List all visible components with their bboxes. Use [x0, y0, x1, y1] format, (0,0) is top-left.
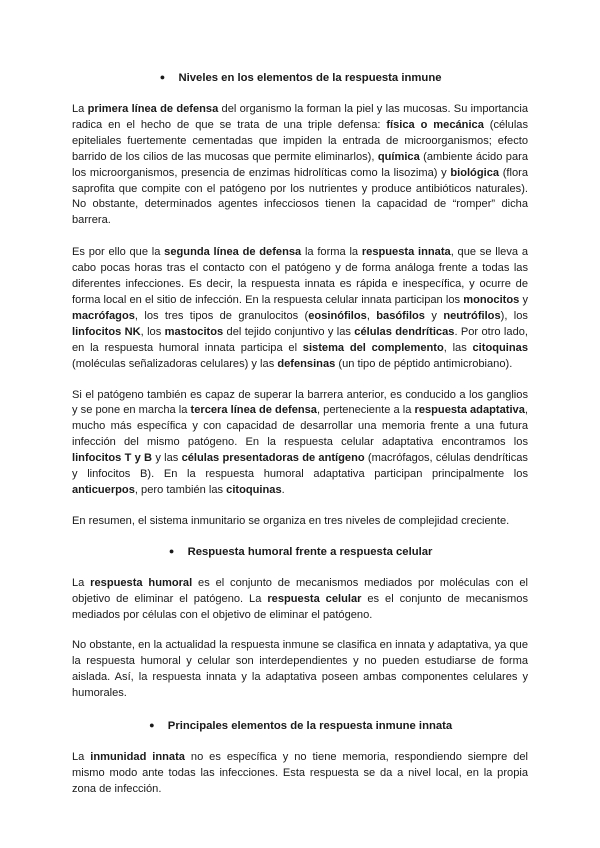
bold-term: citoquinas	[226, 483, 282, 496]
paragraph	[72, 102, 528, 229]
text-run: Es por ello que la	[72, 246, 165, 259]
text-run: es el conjunto de mecanismos mediados por células con el objetivo de eliminar el patógeno.	[72, 592, 529, 621]
bold-term: segunda línea de defensa	[164, 246, 302, 259]
paragraph	[72, 245, 528, 372]
section-heading	[72, 717, 528, 734]
bold-term: respuesta humoral	[90, 576, 193, 589]
paragraph	[72, 750, 528, 798]
text-run: (moléculas señalizadoras celulares) y las	[72, 357, 278, 370]
text-run: , los	[140, 325, 165, 338]
bold-term: respuesta adaptativa	[414, 404, 525, 417]
text-run: del organismo la forman la piel y las mucosas. Su importancia radica en el hecho de que se trata de una triple defensa:	[72, 103, 528, 131]
bold-term: citoquinas	[472, 341, 528, 354]
bullet-icon: ●	[159, 72, 166, 82]
bullet-icon: ●	[149, 720, 155, 731]
text-run: y las	[152, 452, 182, 465]
text-run: del tejido conjuntivo y las	[223, 325, 355, 338]
text-run: Si el patógeno también es capaz de superar la barrera anterior, es conducido a los ganglios y se pone en marcha la	[72, 388, 528, 417]
bold-term: primera línea de defensa	[87, 103, 219, 115]
text-run: y	[424, 309, 444, 322]
text-run: , perteneciente a la	[316, 404, 415, 417]
text-run: La	[72, 576, 91, 589]
paragraph	[72, 576, 528, 624]
text-run: (un tipo de péptido antimicrobiano).	[335, 357, 513, 370]
text-run: , mucho más específica y con capacidad de desarrollar una memoria frente a una futura infección del mismo patógeno. En la respuesta celular adaptativa encontramos los	[72, 404, 528, 449]
section-heading-text: Niveles en los elementos de la respuesta inmune	[178, 72, 442, 84]
bold-term: inmunidad innata	[90, 751, 185, 764]
section-heading-text: Principales elementos de la respuesta inmune innata	[167, 720, 453, 733]
bold-term: química	[377, 150, 420, 163]
bold-term: respuesta celular	[267, 592, 362, 605]
bold-term: defensinas	[277, 357, 336, 370]
bold-term: neutrófilos	[443, 309, 501, 322]
text-run: La	[72, 751, 91, 764]
text-run: (flora saprofita que compite con el patógeno por los nutrientes y produce antibióticos naturales). No obstante, determinados agentes infecciosos tienen la capacidad de “romper” dicha barrera.	[72, 166, 528, 227]
text-run: (células epiteliales fuertemente cementadas que impiden la entrada de microorganismos; efecto barrido de los cilios de las mucosas que permite eliminarlos),	[72, 118, 528, 163]
bold-term: tercera línea de defensa	[190, 404, 317, 417]
paragraph	[72, 388, 528, 499]
text-run: y	[519, 293, 528, 306]
bullet-icon: ●	[168, 545, 175, 556]
text-run: ), los	[500, 309, 528, 322]
text-run: (ambiente ácido para los microorganismos, presencia de enzimas hidrolíticas como la lisozima) y	[72, 150, 528, 179]
text-run: es el conjunto de mecanismos mediados por moléculas con el objetivo de eliminar el patógeno. La	[72, 576, 528, 605]
bold-term: basófilos	[376, 309, 425, 322]
bold-term: mastocitos	[164, 325, 224, 338]
text-run: ,	[366, 309, 377, 322]
text-run: , que se lleva a cabo pocas horas tras el contacto con el patógeno y de forma análoga frente a todas las diferentes infecciones. Es decir, la respuesta innata es rápida e inespecífica, y ocurre de forma local en el sitio de infección. En la respuesta celular innata participan los	[72, 246, 528, 306]
text-run: no es específica y no tiene memoria, respondiendo siempre del mismo modo ante todas las infecciones. Esta respuesta se da a nivel local, en la propia zona de infección.	[72, 751, 528, 795]
bold-term: células dendríticas	[354, 325, 455, 338]
bold-term: respuesta innata	[361, 246, 451, 259]
text-run: . Por otro lado, en la respuesta humoral innata participa el	[72, 325, 528, 354]
bold-term: linfocitos T y B	[72, 452, 153, 465]
text-run: En resumen, el sistema inmunitario se organiza en tres niveles de complejidad creciente.	[72, 514, 510, 527]
text-run: , las	[443, 341, 473, 354]
text-run: No obstante, en la actualidad la respuesta inmune se clasifica en innata y adaptativa, ya que la respuesta humoral y celular son interdependientes y no pueden estudiarse de forma aislada. Así, la respuesta innata y la adaptativa poseen ambas componentes celulares y humorales.	[72, 639, 528, 700]
text-run: , los tres tipos de granulocitos (	[134, 309, 309, 322]
text-run: La	[72, 103, 88, 115]
bold-term: biológica	[450, 166, 500, 179]
text-run: la forma la	[301, 246, 362, 259]
bold-term: anticuerpos	[72, 483, 135, 496]
paragraph	[72, 638, 528, 702]
section-heading	[72, 69, 528, 86]
section-heading	[72, 543, 528, 560]
bold-term: eosinófilos	[308, 309, 367, 322]
bold-term: células presentadoras de antígeno	[181, 452, 365, 465]
text-run: .	[281, 483, 285, 496]
bold-term: monocitos	[463, 293, 520, 306]
bold-term: macrófagos	[72, 309, 135, 322]
bold-term: física o mecánica	[386, 118, 484, 131]
paragraph	[72, 514, 528, 530]
text-run: (macrófagos, células dendríticas y linfocitos B). En la respuesta humoral adaptativa participan principalmente los	[72, 452, 528, 481]
text-run: , pero también las	[134, 483, 227, 496]
bold-term: linfocitos NK	[72, 325, 141, 338]
section-heading-text: Respuesta humoral frente a respuesta celular	[187, 545, 433, 558]
bold-term: sistema del complemento	[302, 341, 444, 354]
